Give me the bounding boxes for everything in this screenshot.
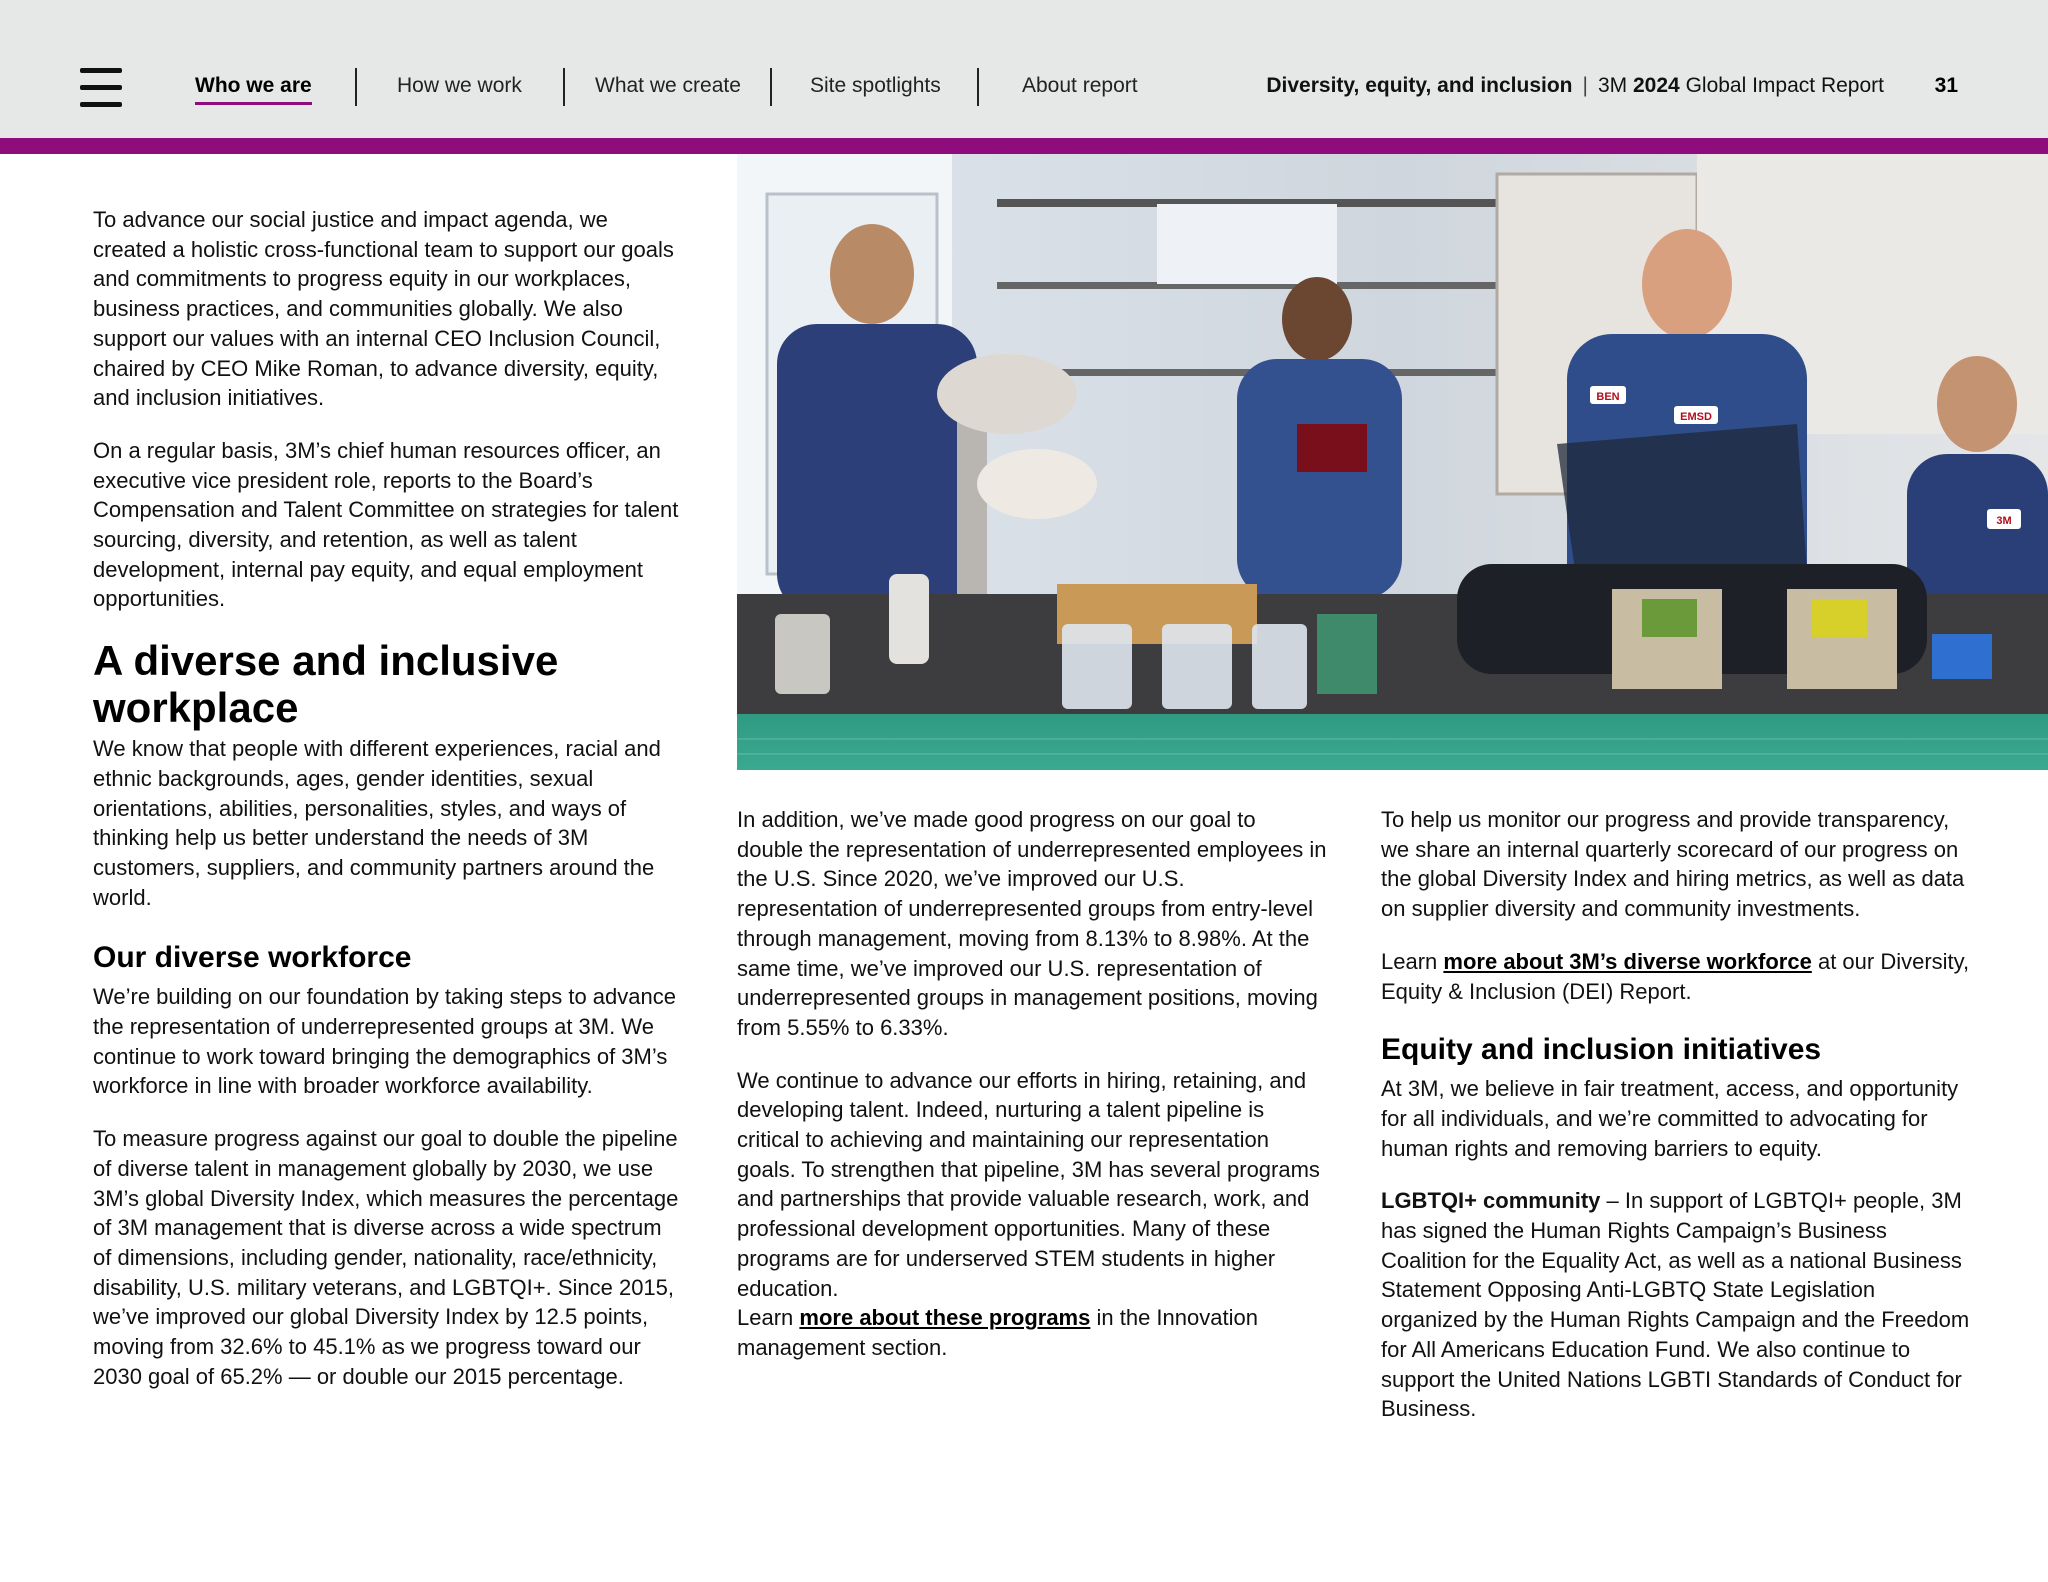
main-nav bbox=[0, 0, 1200, 138]
report-name: Global Impact Report bbox=[1685, 74, 1884, 97]
nav-site-spotlights[interactable]: Site spotlights bbox=[810, 74, 941, 97]
section-heading: A diverse and inclusive workplace bbox=[93, 637, 559, 732]
nav-what-we-create[interactable]: What we create bbox=[595, 74, 741, 97]
header-separator: | bbox=[1582, 74, 1588, 97]
nav-who-we-are[interactable] bbox=[195, 74, 312, 98]
intro-paragraph: To advance our social justice and impact agenda, we created a holistic cross-functional team to support our goals and commitments to progress equity in our workplaces, business practices, and communities globally. We also support our values with an internal CEO Inclusion Council, chaired by CEO Mike Roman, to advance diversity, equity, and inclusion initiatives. bbox=[93, 207, 674, 411]
nav-about-report[interactable]: About report bbox=[1022, 74, 1138, 97]
report-brand: 3M bbox=[1597, 74, 1628, 97]
learn-prefix: Learn bbox=[737, 1305, 794, 1331]
talent-text: We continue to advance our efforts in hiring, retaining, and developing talent. Indeed, nurturing a talent pipeline is critical to achieving and maintaining our representation goals. To strengthen that pipeline, 3M has several programs and partnerships that provide valuable research, work, and professional development opportunities. Many of these programs are for underserved STEM students in higher education. bbox=[737, 1067, 1320, 1301]
lgbtqi-paragraph bbox=[1381, 1186, 1971, 1424]
left-text-column bbox=[93, 205, 683, 1415]
programs-link[interactable]: more about these programs bbox=[799, 1305, 1091, 1331]
active-tab-underline bbox=[195, 102, 312, 105]
subheading-equity-initiatives: Equity and inclusion initiatives bbox=[1381, 1033, 1822, 1067]
nav-how-we-work[interactable]: How we work bbox=[397, 74, 522, 97]
report-year: 2024 bbox=[1633, 74, 1680, 97]
fair-treatment-paragraph: At 3M, we believe in fair treatment, access, and opportunity for all individuals, and we’re committed to advocating for human rights and removing barriers to equity. bbox=[1381, 1076, 1959, 1161]
chro-paragraph: On a regular basis, 3M’s chief human resources officer, an executive vice president role, reports to the Board’s Compensation and Talent Committee on strategies for talent sourcing, diversity, and retention, as well as talent development, internal pay equity, and equal employment opportunities. bbox=[93, 437, 679, 612]
section-title: Diversity, equity, and inclusion bbox=[1266, 74, 1573, 97]
lab-photo bbox=[737, 154, 2048, 770]
running-header bbox=[1266, 74, 1884, 98]
diversity-index-paragraph: To measure progress against our goal to double the pipeline of diverse talent in management globally by 2030, we use 3M’s global Diversity Index, which measures the percentage of 3M management that is diverse across a wide spectrum of dimensions, including gender, nationality, race/ethnicity, disability, U.S. military veterans, and LGBTQI+. Since 2015, we’ve improved our global Diversity Index by 12.5 points, moving from 32.6% to 45.1% as we progress toward our 2030 goal of 65.2% — or double our 2015 percentage. bbox=[93, 1126, 679, 1389]
department-badge-text: EMSD bbox=[1680, 411, 1712, 423]
learn-suffix: at our Diversity, Equity & Inclusion (DEI) Report. bbox=[1381, 948, 1970, 1004]
nav-divider bbox=[770, 68, 772, 106]
accent-bar bbox=[0, 138, 2048, 154]
nav-divider bbox=[977, 68, 979, 106]
scorecard-paragraph: To help us monitor our progress and provide transparency, we share an internal quarterly scorecard of our progress on the global Diversity Index and hiring metrics, as well as data on supplier diversity and community investments. bbox=[1381, 807, 1965, 922]
nav-divider bbox=[355, 68, 357, 106]
dei-report-paragraph bbox=[1381, 947, 1971, 1006]
coat-logo-text: 3M bbox=[1996, 515, 2012, 527]
talent-paragraph bbox=[737, 1066, 1327, 1363]
nav-label: Who we are bbox=[195, 74, 312, 97]
foundation-paragraph: We’re building on our foundation by taking steps to advance the representation of underrepresented groups at 3M. We continue to work toward bringing the demographics of 3M’s workforce in line with broader workforce availability. bbox=[93, 984, 676, 1099]
name-badge-text: BEN bbox=[1596, 391, 1620, 403]
nav-divider bbox=[563, 68, 565, 106]
lgbtqi-label: LGBTQI+ community bbox=[1381, 1188, 1601, 1214]
page-number: 31 bbox=[1934, 74, 1958, 97]
representation-paragraph: In addition, we’ve made good progress on our goal to double the representation of underrepresented employees in the U.S. Since 2020, we’ve improved our U.S. representation of underrepresented groups from entry-level through management, moving from 8.13% to 8.98%. At the same time, we’ve improved our U.S. representation of underrepresented groups in management positions, moving from 5.55% to 6.33%. bbox=[737, 807, 1327, 1040]
right-text-column bbox=[1381, 805, 1971, 1447]
top-navigation-bar bbox=[0, 0, 2048, 138]
diverse-workplace-paragraph: We know that people with different experiences, racial and ethnic backgrounds, ages, gender identities, sexual orientations, abilities, personalities, styles, and ways of thinking help us better understand the needs of 3M customers, suppliers, and community partners around the world. bbox=[93, 736, 661, 910]
diverse-workforce-link[interactable]: more about 3M’s diverse workforce bbox=[1443, 948, 1812, 974]
learn-suffix: in the Innovation management section. bbox=[737, 1305, 1258, 1360]
learn-prefix: Learn bbox=[1381, 948, 1438, 974]
subheading-diverse-workforce: Our diverse workforce bbox=[93, 941, 412, 975]
lgbtqi-text: – In support of LGBTQI+ people, 3M has signed the Human Rights Campaign’s Business Coalition for the Equality Act, as well as a national Business Statement Opposing Anti-LGBTQ State Legislation organized by the Human Rights Campaign and the Freedom for All Americans Education Fund. We also continue to support the United Nations LGBTI Standards of Conduct for Business. bbox=[1381, 1188, 1970, 1422]
middle-text-column bbox=[737, 805, 1327, 1363]
